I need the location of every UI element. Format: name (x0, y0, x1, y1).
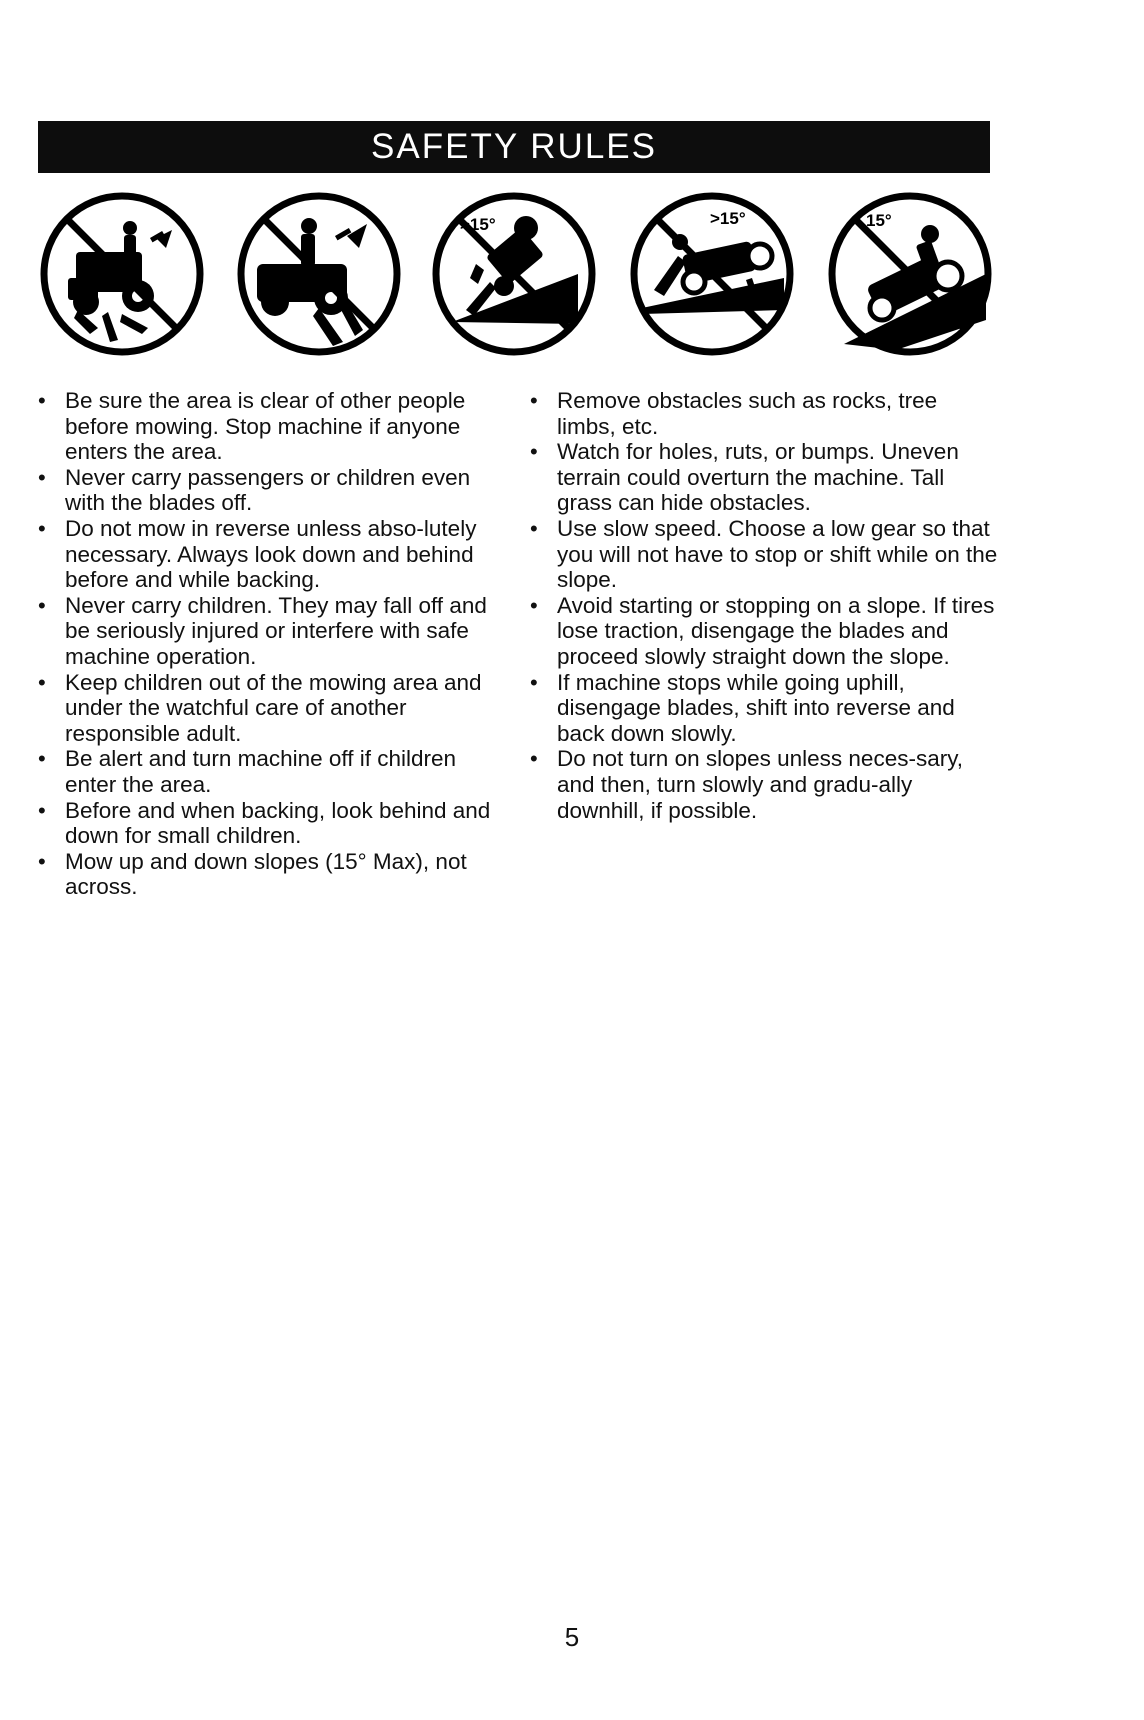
safety-icons-row (30, 190, 1000, 366)
slope-15-up-down-icon (826, 190, 994, 358)
list-item: • Never carry children. They may fall off and be seriously injured or interfere with safe machine operation. (38, 593, 508, 670)
list-item: • Avoid starting or stopping on a slope. If tires lose traction, disengage the blades and proceed slowly straight down the slope. (530, 593, 1000, 670)
page-number: 5 (564, 1622, 580, 1652)
safety-rules-left-column (38, 388, 508, 900)
no-children-near-mower-icon (235, 190, 403, 358)
list-item: • Keep children out of the mowing area and under the watchful care of another responsible adult. (38, 670, 508, 747)
list-item: • Be alert and turn machine off if children enter the area. (38, 746, 508, 797)
safety-rules-right-column (530, 388, 1000, 823)
list-item: • Watch for holes, ruts, or bumps. Uneven terrain could overturn the machine. Tall grass can hide obstacles. (530, 439, 1000, 516)
slope-angle-label: >15° (710, 209, 746, 228)
slope-over-15-tip-over-icon (430, 190, 598, 358)
slope-angle-label: >15° (460, 215, 496, 234)
list-item: • Remove obstacles such as rocks, tree limbs, etc. (530, 388, 1000, 439)
list-item: • Never carry passengers or children even with the blades off. (38, 465, 508, 516)
list-item: • If machine stops while going uphill, disengage blades, shift into reverse and back down slowly. (530, 670, 1000, 747)
list-item: • Do not mow in reverse unless abso-lutely necessary. Always look down and behind before and while backing. (38, 516, 508, 593)
page-title: SAFETY RULES (371, 127, 657, 166)
list-item: • Mow up and down slopes (15° Max), not across. (38, 849, 508, 900)
slope-angle-label: 15° (866, 211, 892, 230)
list-item: • Use slow speed. Choose a low gear so that you will not have to stop or shift while on the slope. (530, 516, 1000, 593)
slope-over-15-sideways-icon (628, 190, 796, 358)
list-item: • Be sure the area is clear of other people before mowing. Stop machine if anyone enters the area. (38, 388, 508, 465)
list-item: • Do not turn on slopes unless neces-sary, and then, turn slowly and gradu-ally downhill, if possible. (530, 746, 1000, 823)
list-item: • Before and when backing, look behind and down for small children. (38, 798, 508, 849)
section-header-bar (38, 121, 990, 173)
no-passengers-icon (38, 190, 206, 358)
